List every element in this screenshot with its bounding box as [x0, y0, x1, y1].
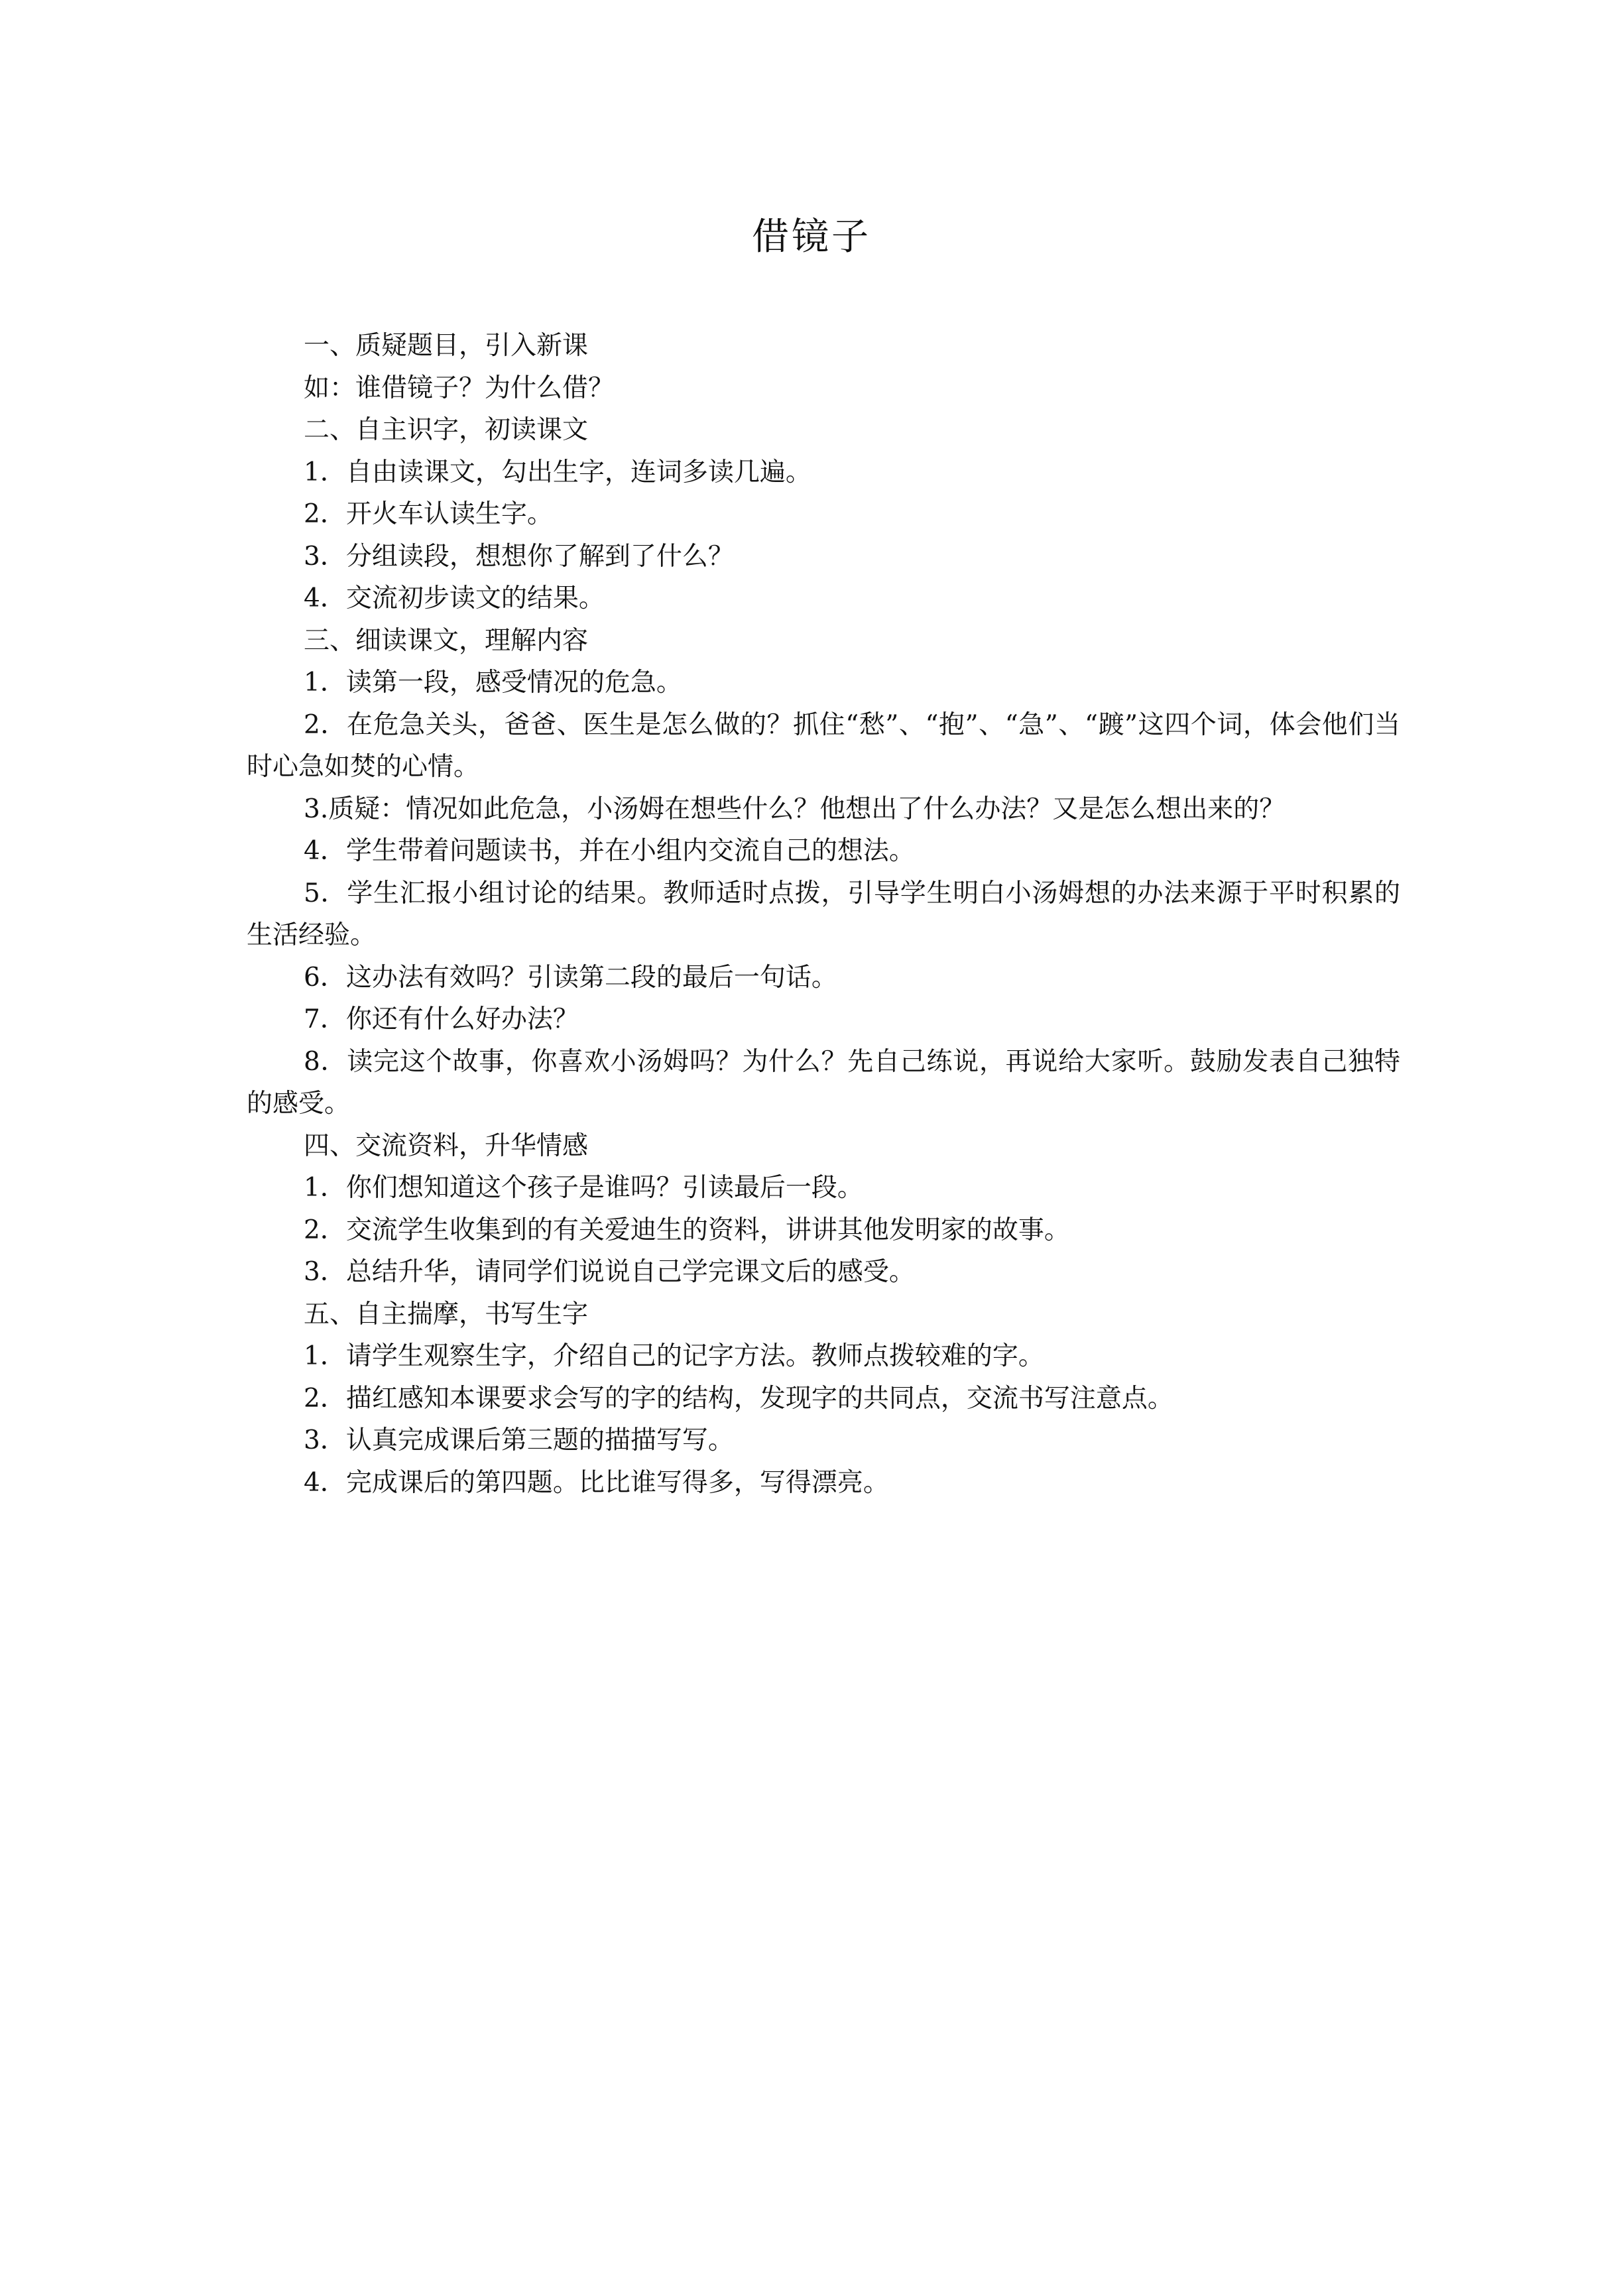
list-item: 3．认真完成课后第三题的描描写写。	[304, 1425, 734, 1455]
list-item: 2．交流学生收集到的有关爱迪生的资料，讲讲其他发明家的故事。	[304, 1215, 1070, 1245]
section-heading-1: 一、质疑题目，引入新课	[304, 331, 589, 361]
list-item: 1．读第一段，感受情况的危急。	[304, 668, 682, 697]
list-item: 3．分组读段，想想你了解到了什么？	[304, 541, 734, 572]
paragraph: 如：谁借镜子？为什么借？	[304, 373, 615, 403]
list-item: 2．开火车认读生字。	[304, 499, 553, 529]
document-body	[247, 325, 1400, 1504]
list-item: 4．完成课后的第四题。比比谁写得多，写得漂亮。	[304, 1467, 889, 1498]
list-item: 1．你们想知道这个孩子是谁吗？引读最后一段。	[304, 1173, 863, 1203]
list-item: 2．在危急关头，爸爸、医生是怎么做的？抓住“愁”、“抱”、“急”、“踱”这四个词，体会他们当时心急如焚的心情。	[247, 709, 1400, 782]
list-item: 2．描红感知本课要求会写的字的结构，发现字的共同点，交流书写注意点。	[304, 1383, 1173, 1414]
list-item: 8．读完这个故事，你喜欢小汤姆吗？为什么？先自己练说，再说给大家听。鼓励发表自己独特的感受。	[247, 1046, 1400, 1118]
list-item: 1．请学生观察生字，介绍自己的记字方法。教师点拨较难的字。	[304, 1341, 1044, 1371]
section-heading-3: 三、细读课文，理解内容	[304, 625, 589, 656]
list-item: 5．学生汇报小组讨论的结果。教师适时点拨，引导学生明白小汤姆想的办法来源于平时积累的生活经验。	[247, 878, 1400, 950]
section-heading-2: 二、自主识字，初读课文	[304, 415, 589, 445]
document-title: 借镜子	[752, 215, 871, 259]
section-heading-5: 五、自主揣摩，书写生字	[304, 1299, 589, 1329]
list-item: 6．这办法有效吗？引读第二段的最后一句话。	[304, 962, 837, 993]
list-item: 7．你还有什么好办法？	[304, 1004, 579, 1034]
list-item: 4．交流初步读文的结果。	[304, 583, 605, 613]
list-item: 4．学生带着问题读书，并在小组内交流自己的想法。	[304, 836, 915, 866]
section-heading-4: 四、交流资料，升华情感	[304, 1130, 589, 1161]
list-item: 3.质疑：情况如此危急，小汤姆在想些什么？他想出了什么办法？又是怎么想出来的？	[304, 794, 1286, 824]
list-item: 1．自由读课文，勾出生字，连词多读几遍。	[304, 457, 812, 487]
list-item: 3．总结升华，请同学们说说自己学完课文后的感受。	[304, 1257, 915, 1287]
